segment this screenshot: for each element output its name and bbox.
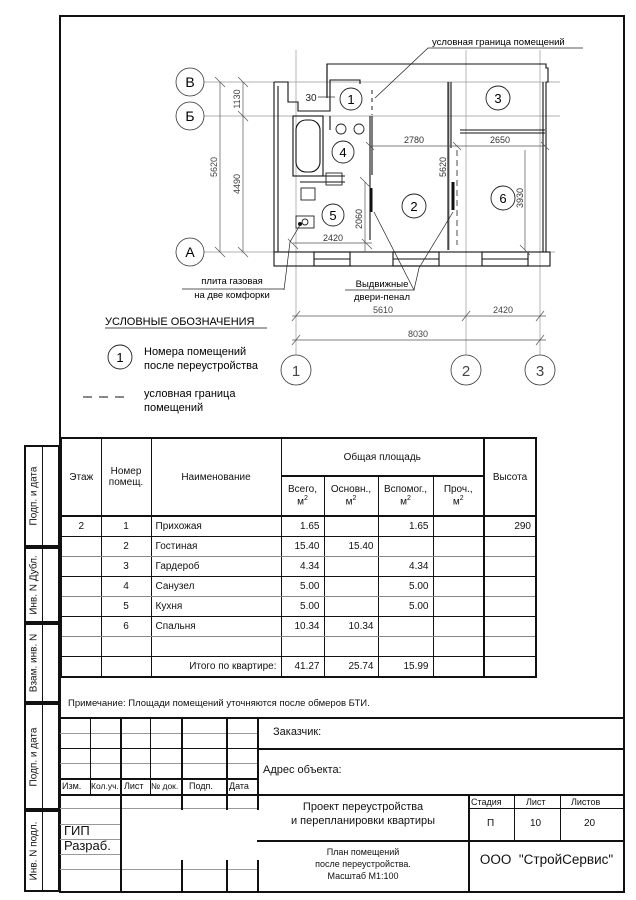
tb-drawing-line2: после переустройства. xyxy=(315,859,411,869)
header-other xyxy=(433,476,484,516)
tb-sheet-label: Лист xyxy=(526,797,546,807)
tb-role-gip: ГИП xyxy=(64,823,90,838)
cell-total: 1.65 xyxy=(281,516,324,537)
rooms-table xyxy=(60,437,537,678)
header-aux xyxy=(378,476,433,516)
tb-vline xyxy=(181,860,183,892)
cell-other xyxy=(433,537,484,557)
cell xyxy=(101,657,151,678)
note-text: Примечание: Площади помещений уточняются после обмеров БТИ. xyxy=(68,698,370,709)
unit-label: м xyxy=(452,496,460,508)
cell-aux: 5.00 xyxy=(378,577,433,597)
axis-label-3: 3 xyxy=(535,363,545,380)
bidet-icon xyxy=(354,124,364,134)
tb-vline xyxy=(226,860,228,892)
cell-main xyxy=(324,516,378,537)
tb-address: Адрес объекта: xyxy=(263,764,342,776)
tb-vline xyxy=(560,794,561,840)
dim-2650: 2650 xyxy=(489,135,511,145)
table-row xyxy=(61,577,536,597)
legend-item1-line2: после переустройства xyxy=(144,360,259,372)
dim-1130: 1130 xyxy=(232,89,242,109)
dim-2780: 2780 xyxy=(403,135,425,145)
tb-project-title xyxy=(258,800,468,828)
table-row xyxy=(61,557,536,577)
dim-8030: 8030 xyxy=(407,329,429,339)
tb-stage: П xyxy=(487,818,495,829)
tb-vline xyxy=(257,717,259,810)
tb-vline xyxy=(181,717,183,810)
table-row xyxy=(61,617,536,637)
cell-total: 15.40 xyxy=(281,537,324,557)
tb-vline xyxy=(514,794,515,840)
legend-item2-line2: помещений xyxy=(144,402,204,414)
cell-main xyxy=(324,637,378,657)
unit-sup: 2 xyxy=(459,495,464,503)
cell-name: Кухня xyxy=(151,597,281,617)
cell-height: 290 xyxy=(484,516,536,537)
cell-main: 15.40 xyxy=(324,537,378,557)
dim-3930: 3930 xyxy=(515,187,525,209)
header-main-label: Основн., xyxy=(330,484,372,496)
cell-num: 5 xyxy=(101,597,151,617)
totals-main: 25.74 xyxy=(324,657,378,678)
axis-label-a: А xyxy=(185,244,195,260)
tb-drawing-title xyxy=(258,846,468,882)
callout-doors-line2: двери-пенал xyxy=(353,292,411,303)
cell-name: Гостиная xyxy=(151,537,281,557)
tb-project-line2: и перепланировки квартиры xyxy=(290,815,436,827)
axis-label-2: 2 xyxy=(461,363,471,380)
tb-role-razrab: Разраб. xyxy=(64,838,111,853)
tb-col-podp: Подп. xyxy=(189,781,213,791)
tb-col-doc-num: № док. xyxy=(151,781,179,791)
room-number-3: 3 xyxy=(494,91,502,106)
cell-total: 5.00 xyxy=(281,577,324,597)
cell-height xyxy=(484,617,536,637)
tb-col-list: Лист xyxy=(124,781,144,791)
header-floor: Этаж xyxy=(61,438,101,516)
axis-col-markers xyxy=(281,355,555,385)
cell-height xyxy=(484,577,536,597)
header-room-number xyxy=(101,438,151,516)
cell-name: Прихожая xyxy=(151,516,281,537)
cell-floor: 2 xyxy=(61,516,101,537)
dim-2060: 2060 xyxy=(354,208,364,230)
legend-item2-line1: условная граница xyxy=(144,388,236,400)
room-markers xyxy=(322,86,515,226)
stamp-label: Подп. и дата xyxy=(28,727,40,786)
room-number-4: 4 xyxy=(339,145,347,160)
tb-drawing-line3: Масштаб М1:100 xyxy=(327,871,399,881)
tb-vline xyxy=(468,794,470,892)
tb-line xyxy=(468,808,624,809)
table-row xyxy=(61,597,536,617)
header-total xyxy=(281,476,324,516)
cell-height xyxy=(484,557,536,577)
stamp-inv-podl xyxy=(24,810,43,892)
tb-sheet: 10 xyxy=(530,818,542,829)
header-other-label: Проч., xyxy=(443,484,473,496)
header-main xyxy=(324,476,378,516)
room-number-1: 1 xyxy=(347,92,355,107)
callout-boundary: условная граница помещений xyxy=(432,37,565,48)
sink-icon xyxy=(301,188,315,200)
stamp-cell xyxy=(43,445,60,547)
unit-sup: 2 xyxy=(406,495,411,503)
stamp-inv-dubl xyxy=(24,547,43,623)
cell-num xyxy=(101,637,151,657)
callout-stove-line2: на две комфорки xyxy=(194,290,270,301)
totals-other xyxy=(433,657,484,678)
internal-dimensions xyxy=(288,82,549,255)
cell-aux xyxy=(378,617,433,637)
cell-num: 6 xyxy=(101,617,151,637)
tb-line xyxy=(257,840,624,842)
callout-doors-line1: Выдвижные xyxy=(355,279,409,290)
dim-2420-bottom: 2420 xyxy=(492,305,514,315)
tb-customer: Заказчик: xyxy=(273,726,322,738)
cell-other xyxy=(433,557,484,577)
tb-sheets: 20 xyxy=(584,818,596,829)
cell-floor xyxy=(61,617,101,637)
cell-floor xyxy=(61,577,101,597)
header-height: Высота xyxy=(484,438,536,516)
dim-5620-left: 5620 xyxy=(209,156,219,178)
cell-height xyxy=(484,537,536,557)
header-total-area: Общая площадь xyxy=(281,438,484,476)
room-number-2: 2 xyxy=(410,199,418,214)
axis-row-markers xyxy=(176,68,204,266)
totals-total: 41.27 xyxy=(281,657,324,678)
header-aux-label: Вспомог., xyxy=(383,484,428,496)
dim-5610: 5610 xyxy=(372,305,394,315)
dim-2420-kitchen: 2420 xyxy=(322,233,344,243)
unit-label: м xyxy=(400,496,407,508)
tb-top-line xyxy=(60,717,624,719)
cell-main xyxy=(324,577,378,597)
cell-floor xyxy=(61,557,101,577)
dim-4490: 4490 xyxy=(232,173,242,195)
tb-company: ООО "СтройСервис" xyxy=(479,852,614,867)
cell-other xyxy=(433,637,484,657)
header-total-label: Всего, xyxy=(288,484,317,496)
cell-height xyxy=(484,597,536,617)
cell-other xyxy=(433,516,484,537)
stamp-cell xyxy=(43,703,60,810)
table-row xyxy=(61,516,536,537)
cell-other xyxy=(433,597,484,617)
cell-main xyxy=(324,597,378,617)
tb-stage-label: Стадия xyxy=(471,797,502,807)
washbasin-icon xyxy=(326,173,342,185)
cell-name: Спальня xyxy=(151,617,281,637)
tb-line xyxy=(60,854,122,855)
tb-line xyxy=(257,748,624,750)
axis-label-b: Б xyxy=(185,108,195,124)
stamp-cell xyxy=(43,547,60,623)
tb-vline xyxy=(120,717,122,892)
tb-vline xyxy=(226,717,228,810)
totals-aux: 15.99 xyxy=(378,657,433,678)
table-totals-row xyxy=(61,657,536,678)
unit-label: м xyxy=(345,496,353,508)
stamp-cell xyxy=(43,810,60,892)
stamp-vzam-inv xyxy=(24,623,43,703)
stamp-label: Инв. N Дубл. xyxy=(28,555,40,615)
tb-drawing-line1: План помещений xyxy=(326,847,400,857)
legend-title: УСЛОВНЫЕ ОБОЗНАЧЕНИЯ xyxy=(105,316,255,328)
cell-num: 1 xyxy=(101,516,151,537)
cell-floor xyxy=(61,637,101,657)
unit-label: м xyxy=(297,496,304,508)
room-number-5: 5 xyxy=(329,208,337,223)
cell-floor xyxy=(61,597,101,617)
tb-project-line1: Проект переустройства xyxy=(302,801,424,813)
stamp-label: Инв. N подл. xyxy=(28,821,40,881)
cell xyxy=(61,657,101,678)
cell-total: 5.00 xyxy=(281,597,324,617)
cell-aux: 1.65 xyxy=(378,516,433,537)
header-room-number-line1: Номер xyxy=(110,466,142,477)
cell-total: 4.34 xyxy=(281,557,324,577)
axis-label-1: 1 xyxy=(291,363,301,380)
cell-other xyxy=(433,617,484,637)
cell-main: 10.34 xyxy=(324,617,378,637)
stove-icon xyxy=(296,216,314,228)
cell-name: Гардероб xyxy=(151,557,281,577)
toilet-icon xyxy=(336,124,346,134)
totals-height xyxy=(484,657,536,678)
cell-name: Санузел xyxy=(151,577,281,597)
tb-col-data: Дата xyxy=(229,781,249,791)
room-number-6: 6 xyxy=(499,191,507,206)
cell-other xyxy=(433,577,484,597)
cell-total xyxy=(281,637,324,657)
legend-marker-number: 1 xyxy=(116,350,124,365)
tb-col-kol-uch: Кол.уч. xyxy=(91,781,119,791)
legend-item1-line1: Номера помещений xyxy=(144,346,247,358)
header-name: Наименование xyxy=(151,438,281,516)
stamp-sign-date-1 xyxy=(24,445,43,547)
dim-5620-mid: 5620 xyxy=(438,156,448,178)
cell-aux xyxy=(378,637,433,657)
dim-30: 30 xyxy=(305,93,317,104)
stamp-label: Взам. инв. N xyxy=(28,633,40,693)
bottom-dimensions xyxy=(292,311,546,345)
stamp-sign-date-2 xyxy=(24,703,43,810)
cell-main xyxy=(324,557,378,577)
table-row xyxy=(61,637,536,657)
table-header-row xyxy=(61,438,536,476)
callout-leaders xyxy=(182,48,583,290)
tb-line xyxy=(60,794,624,796)
callout-stove-line1: плита газовая xyxy=(201,276,263,287)
unit-sup: 2 xyxy=(352,495,357,503)
cell-num: 3 xyxy=(101,557,151,577)
axis-label-v: В xyxy=(185,74,195,90)
cell-floor xyxy=(61,537,101,557)
cell-num: 2 xyxy=(101,537,151,557)
table-row xyxy=(61,537,536,557)
totals-label: Итого по квартире: xyxy=(151,657,281,678)
stamp-cell xyxy=(43,623,60,703)
tb-col-izm: Изм. xyxy=(62,781,82,791)
cell-aux: 4.34 xyxy=(378,557,433,577)
cell-aux xyxy=(378,537,433,557)
unit-sup: 2 xyxy=(303,495,308,503)
cell-num: 4 xyxy=(101,577,151,597)
cell-name xyxy=(151,637,281,657)
header-room-number-line2: помещ. xyxy=(108,477,144,488)
cell-height xyxy=(484,637,536,657)
cell-aux: 5.00 xyxy=(378,597,433,617)
cell-total: 10.34 xyxy=(281,617,324,637)
stamp-label: Подп. и дата xyxy=(28,466,40,526)
tb-sheets-label: Листов xyxy=(571,797,601,807)
